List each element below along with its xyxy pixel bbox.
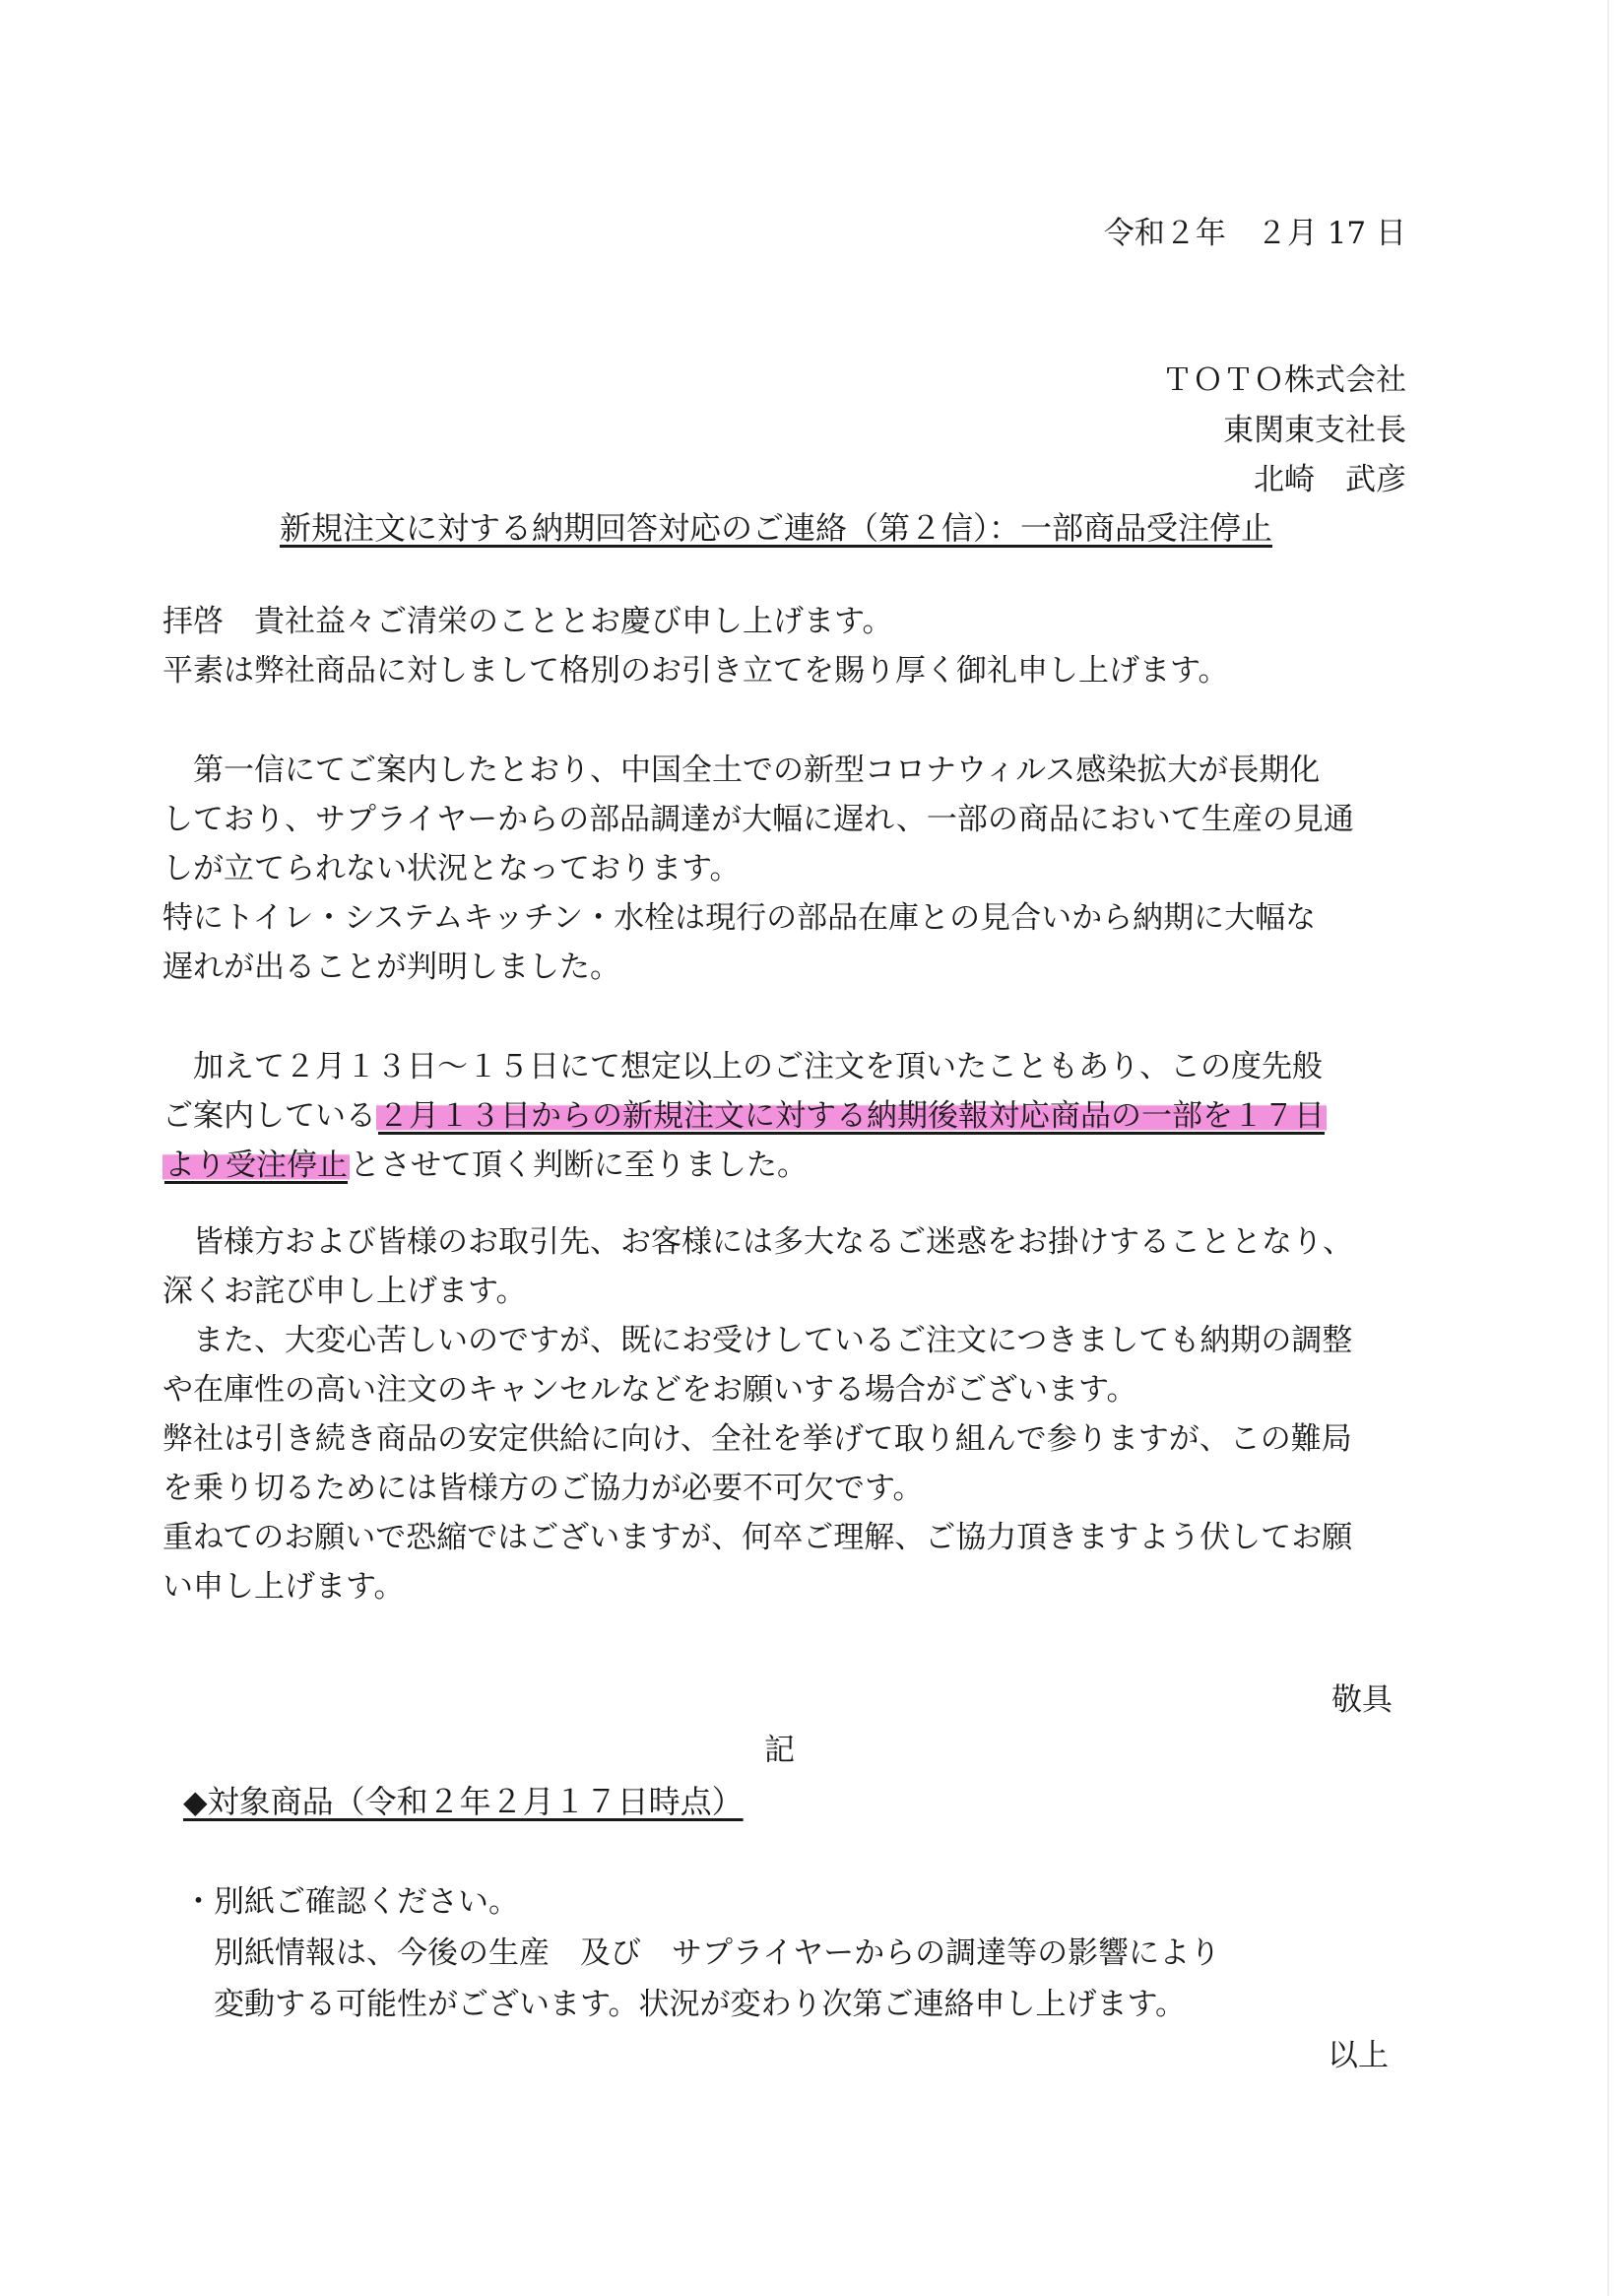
suspension-prefix: ご案内している [162,1098,376,1134]
suspension-paragraph [162,1042,1423,1190]
greeting-line: 平素は弊社商品に対しまして格別のお引き立てを賜り厚く御礼申し上げます。 [162,653,1229,689]
ki-marker: 記 [764,1733,795,1768]
suspension-suffix: とさせて頂く判断に至りました。 [350,1148,808,1183]
situation-line: 遅れが出ることが判明しました。 [162,950,620,985]
apology-line: 皆様方および皆様のお取引先、お客様には多大なるご迷惑をお掛けすることとなり、 [193,1224,1353,1260]
target-products-heading: ◆対象商品（令和２年２月１７日時点） [183,1783,744,1820]
highlighted-notice: より受注停止 [164,1148,348,1183]
situation-line: 特にトイレ・システムキッチン・水栓は現行の部品在庫との見合いから納期に大幅な [162,900,1317,936]
sender-title: 東関東支社長 [1223,413,1406,448]
apology-line: を乗り切るためには皆様方のご協力が必要不可欠です。 [162,1471,924,1506]
apology-line: 深くお詫び申し上げます。 [162,1274,527,1309]
apology-line: や在庫性の高い注文のキャンセルなどをお願いする場合がございます。 [162,1372,1137,1408]
note-line: 変動する可能性がございます。状況が変わり次第ご連絡申し上げます。 [214,1987,1187,2022]
letter-date: 令和２年 ２月 17 日 [1103,216,1406,251]
apology-line: 重ねてのお願いで恐縮ではございますが、何卒ご理解、ご協力頂きますよう伏してお願 [162,1520,1353,1555]
situation-line: しが立てられない状況となっております。 [162,851,741,886]
closing-word: 敬具 [1331,1682,1393,1718]
highlighted-notice: ２月１３日からの新規注文に対する納期後報対応商品の一部を１７日 [378,1098,1325,1134]
sender-name: 北崎 武彦 [1254,462,1406,497]
greeting-paragraph [162,597,1423,695]
situation-line: しており、サプライヤーからの部品調達が大幅に遅れ、一部の商品において生産の見通 [162,802,1354,837]
sender-company: ＴＯＴＯ株式会社 [1162,362,1406,398]
suspension-line: 加えて２月１３日～１５日にて想定以上のご注文を頂いたこともあり、この度先般 [193,1049,1323,1084]
note-line: ・別紙ご確認ください。 [183,1884,519,1920]
end-marker: 以上 [1328,2038,1389,2073]
apology-line: また、大変心苦しいのですが、既にお受けしているご注文につきましても納期の調整 [193,1323,1353,1358]
suspension-line [162,1141,1423,1190]
note-line: 別紙情報は、今後の生産 及び サプライヤーからの調達等の影響により [214,1935,1221,1971]
situation-paragraph [162,746,1423,992]
scan-edge [1607,0,1609,2296]
letter-subject: 新規注文に対する納期回答対応のご連絡（第２信）：一部商品受注停止 [280,509,1273,547]
apology-paragraph [162,1217,1423,1611]
suspension-line [162,1091,1423,1141]
notes-list [183,1876,1220,2030]
apology-line: い申し上げます。 [162,1569,405,1605]
greeting-line: 拝啓 貴社益々ご清栄のこととお慶び申し上げます。 [162,604,893,639]
situation-line: 第一信にてご案内したとおり、中国全土での新型コロナウィルス感染拡大が長期化 [193,753,1321,788]
apology-line: 弊社は引き続き商品の安定供給に向け、全社を挙げて取り組んで参りますが、この難局 [162,1421,1352,1457]
